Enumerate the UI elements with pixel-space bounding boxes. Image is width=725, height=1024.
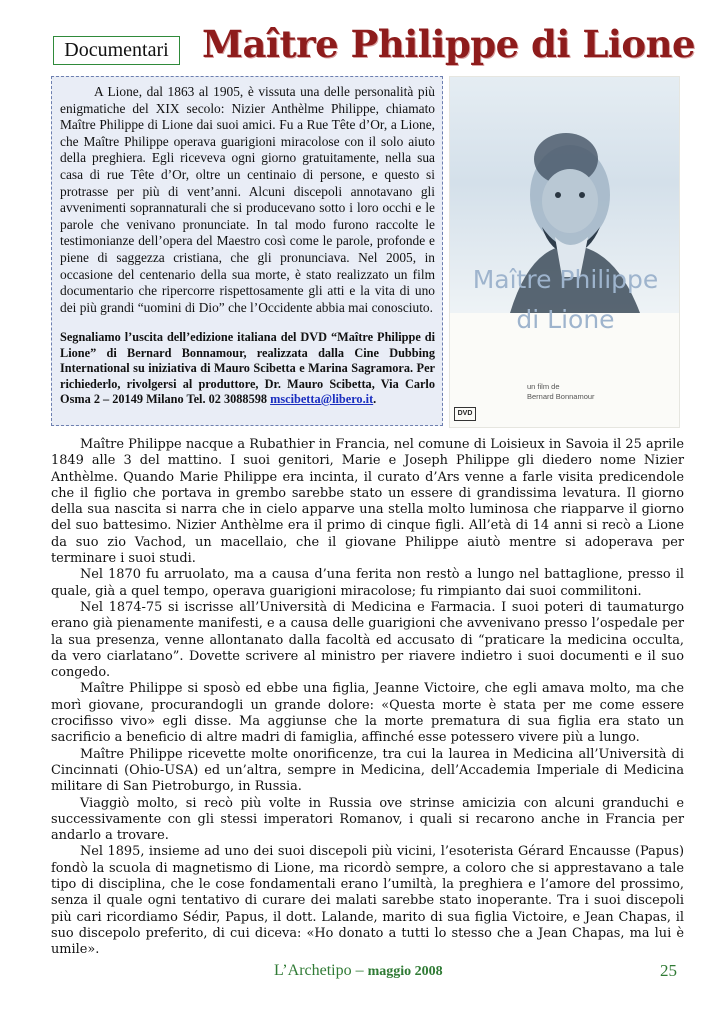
cover-title-line2: di Lione xyxy=(516,305,615,334)
dvd-notice xyxy=(60,330,435,407)
body-paragraph: Nel 1874-75 si iscrisse all’Università di Medicina e Farmacia. I suoi poteri di taumaturgo erano già pienamente manifesti, e a causa delle guarigioni che avvenivano presso l’ospedale per la sua presenza, venne allontanato dalla facoltà ed accusato di “praticare la medicina occulta, da vero ciarlatano”. Dovette scrivere al ministro per riavere indietro i suoi documenti e il suo congedo. xyxy=(51,599,684,681)
dvd-notice-text: Segnaliamo l’uscita dell’edizione italiana del DVD “Maître Philippe di Lione” di Bernard Bonnamour, realizzata dalla Cine Dubbing International su iniziativa di Mauro Scibetta e Marina Sagramora. Per richiederlo, rivolgersi al produttore, Dr. Mauro Scibetta, Via Carlo Osma 2 – 20149 Milano Tel. 02 3088598 xyxy=(60,330,435,406)
cover-credit-line2: Bernard Bonnamour xyxy=(527,392,595,401)
article-body xyxy=(51,437,684,959)
body-paragraph: Maître Philippe si sposò ed ebbe una figlia, Jeanne Victoire, che egli amava molto, ma che morì giovane, procurandogli un grande dolore: «Questa morte è stata per me come essere crocifisso vivo» egli disse. Ma aggiunse che la morte prematura di sua figlia era stato un sacrificio a beneficio di altre madri di famiglia, affinché esse potessero vivere più a lungo. xyxy=(51,681,684,746)
notice-end: . xyxy=(373,391,377,406)
body-paragraph: Nel 1870 fu arruolato, ma a causa d’una ferita non restò a lungo nel battaglione, presso il quale, già a quel tempo, operava guarigioni miracolose; fu rimpianto dai suoi commilitoni. xyxy=(51,567,684,599)
page-number: 25 xyxy=(660,961,677,980)
cover-credit-line1: un film de xyxy=(527,382,560,391)
body-paragraph: Nel 1895, insieme ad uno dei suoi discepoli più vicini, l’esoterista Gérard Encausse (Papus) fondò la scuola di magnetismo di Lione, ma ricordò sempre, a coloro che si apprestavano a tale tipo di disciplina, che le cose fondamentali erano l’umiltà, la preghiera e l’amore del prossimo, senza il quale ogni tentativo di curare dei malati sarebbe stato inoperante. Tra i suoi discepoli più cari ricordiamo Sédir, Papus, il dott. Lalande, marito di sua figlia Victoire, e Jean Chapas, il suo discepolo preferito, di cui diceva: «Ho donato a tutti lo stesso che a Jean Chapas, ma lui è umile». xyxy=(51,844,684,958)
body-paragraph: Maître Philippe ricevette molte onorificenze, tra cui la laurea in Medicina all’Università di Cincinnati (Ohio-USA) ed un’altra, sempre in Medicina, dell’Accademia Imperiale di Medicina militare di San Pietroburgo, in Russia. xyxy=(51,746,684,795)
dvd-logo-icon: DVD xyxy=(454,407,476,421)
intro-box xyxy=(51,76,443,426)
dvd-cover-image xyxy=(449,76,680,428)
email-link[interactable]: mscibetta@libero.it xyxy=(270,391,374,406)
footer-magazine xyxy=(274,962,443,980)
cover-credit xyxy=(527,382,595,402)
body-paragraph: Viaggiò molto, si recò più volte in Russia ove strinse amicizia con alcuni granduchi e successivamente con gli stessi imperatori Romanov, i quali si recarono anche in Francia per andarlo a trovare. xyxy=(51,795,684,844)
magazine-name: L’Archetipo – xyxy=(274,962,368,979)
cover-title-line1: Maître Philippe xyxy=(472,265,659,294)
intro-paragraph: A Lione, dal 1863 al 1905, è vissuta una delle personalità più enigmatiche del XIX secolo: Nizier Anthèlme Philippe, chiamato Maître Philippe di Lione dai suoi amici. Fu a Rue Tête d’Or, a Lione, che Maître Philippe operava guarigioni miracolose con il solo aiuto della preghiera. Egli riceveva ogni giorno gratuitamente, nella sua casa di rue Tête d’Or, oltre un centinaio di persone, e questo si protrasse per più di vent’anni. Alcuni discepoli annotavano gli avvenimenti soprannaturali che si producevano sotto i loro occhi e le parole che venivano pronunciate. In tal modo furono raccolte le testimonianze dell’opera del Maestro così come le parole, profonde e piene di saggezza cristiana, che gli pronunciava. Nel 2005, in occasione del centenario della sua morte, è stato realizzato un film documentario che ripercorre rispettosamente gli atti e la vita di uno dei più grandi “uomini di Dio” che l’Occidente abbia mai conosciuto. xyxy=(60,84,435,315)
section-label: Documentari xyxy=(53,36,180,65)
issue-month: maggio 2008 xyxy=(367,964,443,979)
page-title: Maître Philippe di Lione xyxy=(202,22,696,66)
body-paragraph: Maître Philippe nacque a Rubathier in Francia, nel comune di Loisieux in Savoia il 25 aprile 1849 alle 3 del mattino. I suoi genitori, Marie e Joseph Philippe gli diedero nome Nizier Anthèlme. Quando Marie Philippe era incinta, il curato d’Ars venne a farle visita predicendole che il figlio che portava in grembo sarebbe stato un essere di grandissima levatura. Il giorno della sua nascita si narra che in cielo apparve una stella molto luminosa che riapparve il giorno del suo battesimo. Nizier Anthèlme era il primo di cinque figli. All’età di 14 anni si recò a Lione da suo zio Vachod, un macellaio, che il giovane Philippe aiutò mentre si adoperava per terminare i suoi studi. xyxy=(51,437,684,567)
